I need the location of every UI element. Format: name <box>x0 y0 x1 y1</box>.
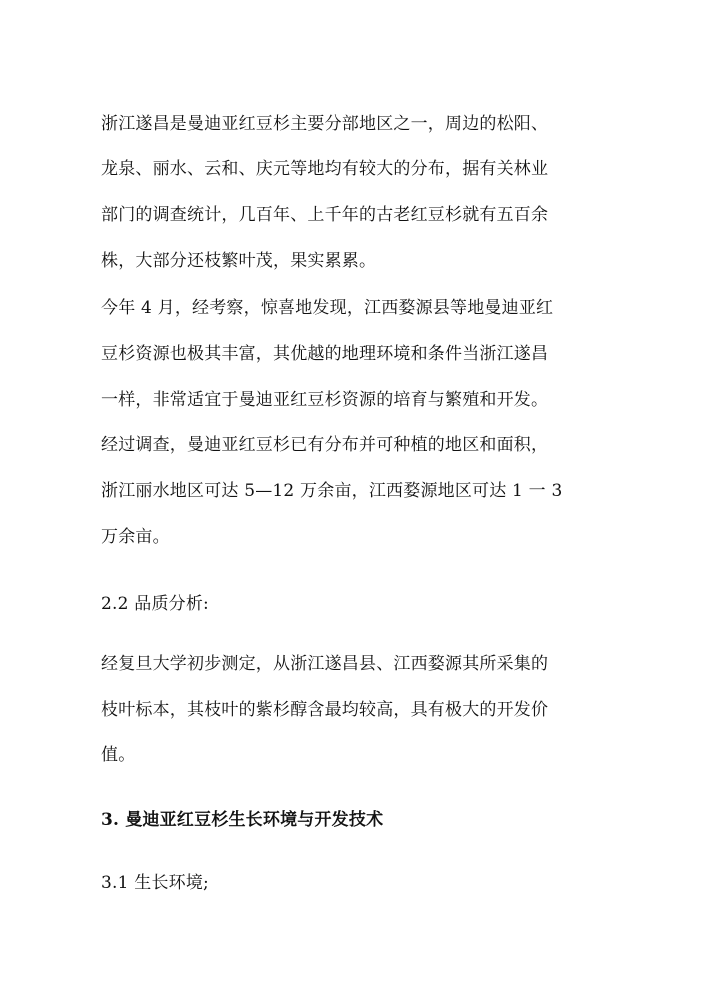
paragraph-line: 浙江遂昌是曼迪亚红豆杉主要分部地区之一，周边的松阳、 <box>101 114 549 134</box>
paragraph-line: 株，大部分还枝繁叶茂，果实累累。 <box>101 251 377 271</box>
paragraph-line: 经复旦大学初步测定，从浙江遂昌县、江西婺源其所采集的 <box>101 654 549 674</box>
paragraph-line: 一样，非常适宜于曼迪亚红豆杉资源的培育与繁殖和开发。 <box>101 390 549 410</box>
paragraph-line: 豆杉资源也极其丰富，其优越的地理环境和条件当浙江遂昌 <box>101 344 549 364</box>
paragraph-line: 今年 4 月，经考察，惊喜地发现，江西婺源县等地曼迪亚红 <box>101 298 554 318</box>
paragraph-line: 部门的调查统计，几百年、上千年的古老红豆杉就有五百余 <box>101 205 549 225</box>
paragraph-line: 龙泉、丽水、云和、庆元等地均有较大的分布，据有关林业 <box>101 159 549 179</box>
paragraph-line: 枝叶标本，其枝叶的紫杉醇含最均较高，具有极大的开发价 <box>101 700 549 720</box>
section-heading-2-2: 2.2 品质分析: <box>101 594 209 614</box>
paragraph-line: 浙江丽水地区可达 5—12 万余亩，江西婺源地区可达 1 一 3 <box>101 481 563 501</box>
paragraph-line: 万余亩。 <box>101 527 170 547</box>
section-heading-3: 3. 曼迪亚红豆杉生长环境与开发技术 <box>101 810 384 830</box>
paragraph-line: 经过调查，曼迪亚红豆杉已有分布并可种植的地区和面积， <box>101 435 549 455</box>
section-heading-3-1: 3.1 生长环境; <box>101 873 209 893</box>
paragraph-line: 值。 <box>101 745 136 765</box>
